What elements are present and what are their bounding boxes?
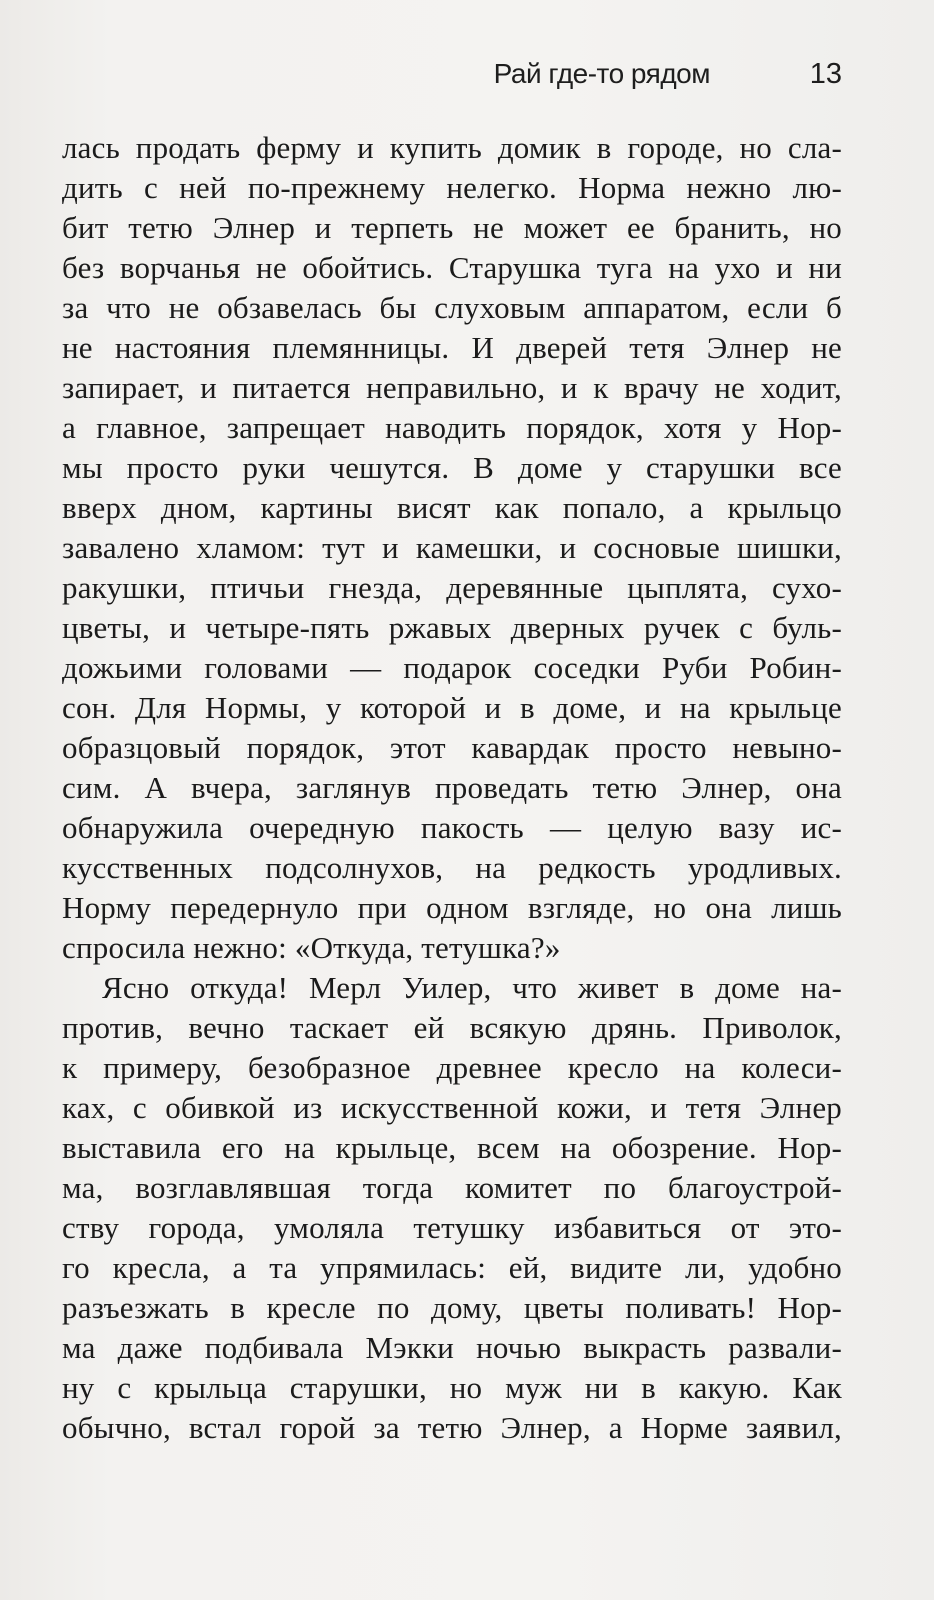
text-line: без ворчанья не обойтись. Старушка туга на ухо и ни: [62, 250, 842, 285]
text-line: против, вечно таскает ей всякую дрянь. Приволок,: [62, 1010, 842, 1045]
text-line: ству города, умоляла тетушку избавиться от это-: [62, 1210, 842, 1245]
text-line: завалено хламом: тут и камешки, и сосновые шишки,: [62, 530, 842, 565]
text-line: Норму передернуло при одном взгляде, но она лишь: [62, 890, 842, 925]
text-line: а главное, запрещает наводить порядок, хотя у Нор-: [62, 410, 842, 445]
text-line: Ясно откуда! Мерл Уилер, что живет в доме на-: [102, 970, 842, 1005]
text-line: к примеру, безобразное древнее кресло на колеси-: [62, 1050, 842, 1085]
text-line: ну с крыльца старушки, но муж ни в какую. Как: [62, 1370, 842, 1405]
text-line: мы просто руки чешутся. В доме у старушки все: [62, 450, 842, 485]
page-number: 13: [809, 58, 842, 90]
text-line: обычно, встал горой за тетю Элнер, а Норме заявил,: [62, 1410, 842, 1445]
text-line: ках, с обивкой из искусственной кожи, и тетя Элнер: [62, 1090, 842, 1125]
text-line: вверх дном, картины висят как попало, а крыльцо: [62, 490, 842, 525]
body-text: [62, 128, 842, 1448]
text-line: го кресла, а та упрямилась: ей, видите ли, удобно: [62, 1250, 842, 1285]
text-line: разъезжать в кресле по дому, цветы поливать! Нор-: [62, 1290, 842, 1325]
text-line: лась продать ферму и купить домик в городе, но сла-: [62, 130, 842, 165]
running-title: Рай где-то рядом: [493, 58, 710, 89]
text-line: образцовый порядок, этот кавардак просто невыно-: [62, 730, 842, 765]
text-line: цветы, и четыре-пять ржавых дверных ручек с буль-: [62, 610, 842, 645]
text-line: ракушки, птичьи гнезда, деревянные цыплята, сухо-: [62, 570, 842, 605]
text-line: дить с ней по-прежнему нелегко. Норма нежно лю-: [62, 170, 842, 205]
text-line: запирает, и питается неправильно, и к врачу не ходит,: [62, 370, 842, 405]
text-line: не настояния племянницы. И дверей тетя Элнер не: [62, 330, 842, 365]
text-line: кусственных подсолнухов, на редкость уродливых.: [62, 850, 842, 885]
text-line: спросила нежно: «Откуда, тетушка?»: [62, 930, 561, 965]
text-line: ма, возглавлявшая тогда комитет по благоустрой-: [62, 1170, 842, 1205]
text-line: бит тетю Элнер и терпеть не может ее бранить, но: [62, 210, 842, 245]
text-line: за что не обзавелась бы слуховым аппаратом, если б: [62, 290, 842, 325]
text-line: дожьими головами — подарок соседки Руби Робин-: [62, 650, 842, 685]
text-line: обнаружила очередную пакость — целую вазу ис-: [62, 810, 842, 845]
text-line: ма даже подбивала Мэкки ночью выкрасть развали-: [62, 1330, 842, 1365]
running-header: [62, 58, 842, 98]
text-line: выставила его на крыльце, всем на обозрение. Нор-: [62, 1130, 842, 1165]
text-line: сон. Для Нормы, у которой и в доме, и на крыльце: [62, 690, 842, 725]
text-line: сим. А вчера, заглянув проведать тетю Элнер, она: [62, 770, 842, 805]
